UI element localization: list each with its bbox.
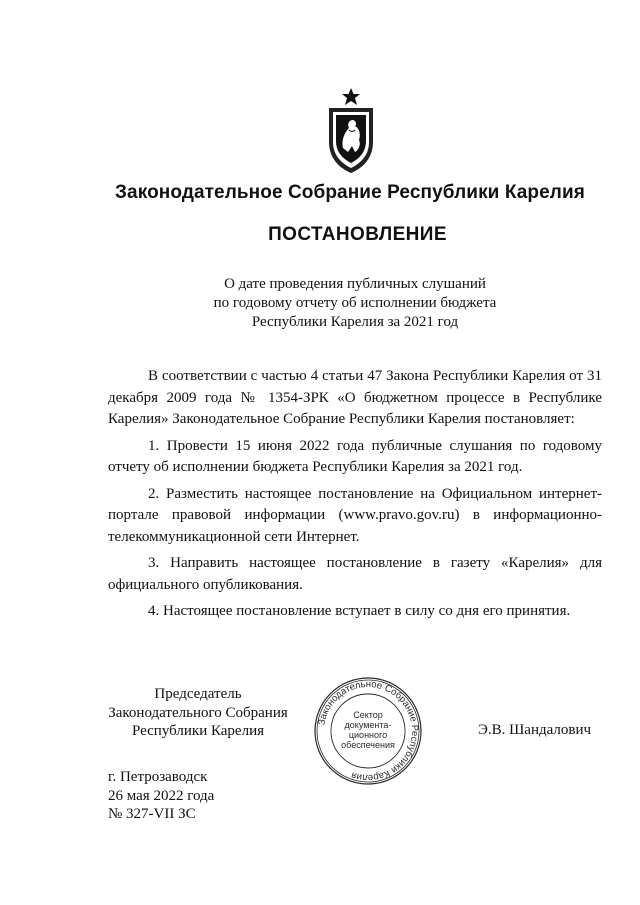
signatory-title-line: Законодательного Собрания xyxy=(108,704,288,721)
stamp-outer-text: Законодательное Собрание Республики Карелия xyxy=(316,678,421,784)
stamp-inner-line: обеспечения xyxy=(341,740,395,750)
document-requisites xyxy=(108,768,214,824)
signer-name: Э.В. Шандалович xyxy=(478,722,592,738)
subject-line: О дате проведения публичных слушаний xyxy=(224,276,486,292)
body-paragraph: 4. Настоящее постановление вступает в силу со дня его принятия. xyxy=(148,603,571,619)
official-stamp xyxy=(313,676,423,786)
signatory-title-line: Председатель xyxy=(154,686,242,702)
body-paragraph: 1. Провести 15 июня 2022 года публичные слушания по годовому отчету об исполнении бюджета Республики Карелия за 2021 год. xyxy=(108,437,602,475)
stamp-inner-line: документа- xyxy=(344,720,392,730)
subject-line: по годовому отчету об исполнении бюджета xyxy=(213,295,497,311)
body-paragraph: 2. Разместить настоящее постановление на Официальном интернет-портале правовой информации (www.pravo.gov.ru) в информационно-телекоммуникационной сети Интернет. xyxy=(108,485,602,545)
date-of-adoption: 26 мая 2022 года xyxy=(108,787,215,804)
document-number: № 327-VII ЗС xyxy=(108,806,196,822)
organization-name: Законодательное Собрание Республики Карелия xyxy=(115,182,585,203)
place-of-adoption: г. Петрозаводск xyxy=(108,769,208,785)
document-body xyxy=(108,366,602,628)
signatory-title-line: Республики Карелия xyxy=(131,723,265,739)
document-type: ПОСТАНОВЛЕНИЕ xyxy=(268,224,447,245)
body-paragraph: 3. Направить настоящее постановление в газету «Карелия» для официального опубликования. xyxy=(108,555,602,593)
stamp-inner-line: ционного xyxy=(348,730,388,740)
subject-line: Республики Карелия за 2021 год xyxy=(251,314,459,330)
body-paragraph: В соответствии с частью 4 статьи 47 Закона Республики Карелия от 31 декабря 2009 года № 1354-ЗРК «О бюджетном процессе в Республике Карелия» Законодательное Собрание Республики Карелия постановляет: xyxy=(108,368,602,427)
karelia-coat-of-arms-icon xyxy=(319,88,383,174)
document-subject xyxy=(200,275,510,332)
stamp-inner-line: Сектор xyxy=(353,710,383,720)
signatory-title xyxy=(98,685,298,741)
